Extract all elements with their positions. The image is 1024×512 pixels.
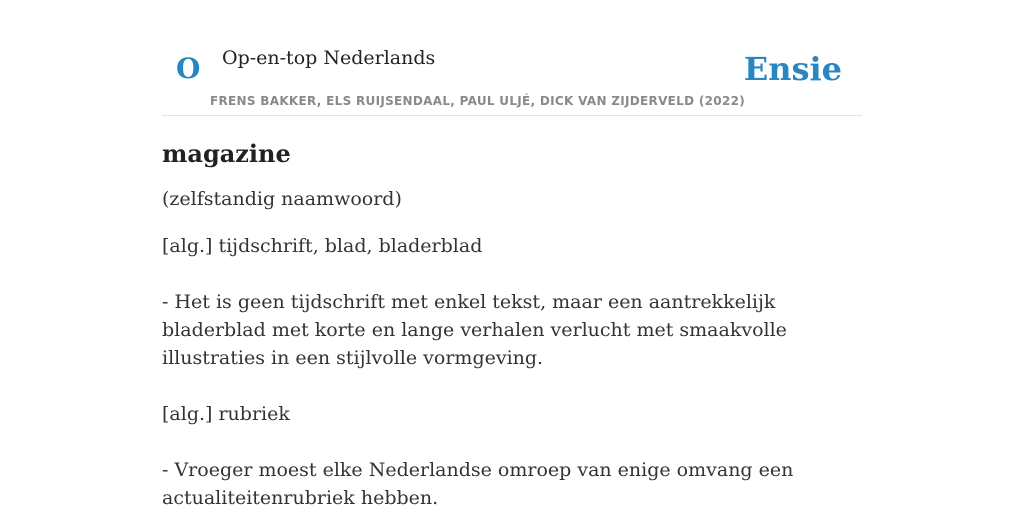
entry-content [162,116,862,512]
definition-paragraph: - Vroeger moest elke Nederlandse omroep van enige omvang een actualiteitenrubriek hebben. [162,459,794,509]
source-authors: FRENS BAKKER, ELS RUIJSENDAAL, PAUL ULJÉ, DICK VAN ZIJDERVELD (2022) [210,94,746,108]
definition-paragraph: - Het is geen tijdschrift met enkel tekst, maar een aantrekkelijk bladerblad met korte en lange verhalen verlucht met smaakvolle illustraties in een stijlvolle vormgeving. [162,291,787,369]
source-logo-icon: O [176,52,201,85]
entry-part-of-speech: (zelfstandig naamwoord) [162,188,402,210]
source-title-link[interactable]: Op-en-top Nederlands [222,47,436,69]
page [162,0,862,512]
source-header [162,38,862,116]
definition-paragraph: [alg.] rubriek [162,403,290,425]
definition-paragraph: [alg.] tijdschrift, blad, bladerblad [162,235,483,257]
ensie-logo-link[interactable]: Ensie [743,50,842,88]
entry-headword: magazine [162,139,291,168]
